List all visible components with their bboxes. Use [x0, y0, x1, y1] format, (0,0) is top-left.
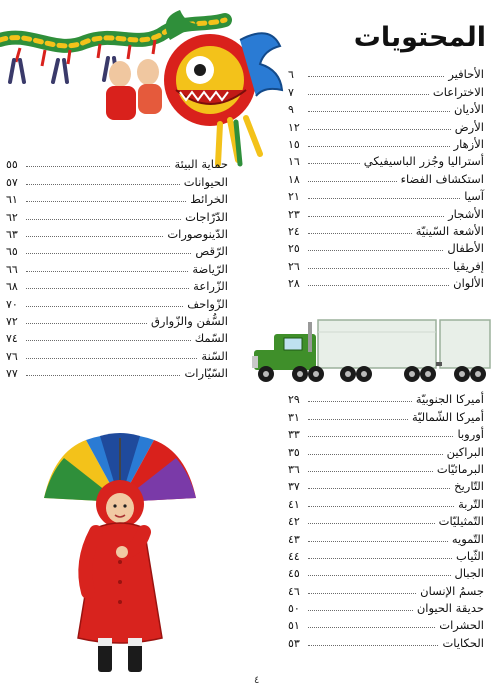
toc-item[interactable] — [6, 189, 228, 206]
toc-item-label: الحكايات — [442, 635, 484, 650]
toc-item-label: البرمائيّات — [436, 461, 484, 476]
dot-leader — [26, 306, 183, 307]
toc-item-page: ٥٥ — [6, 158, 18, 172]
dot-leader — [308, 94, 429, 95]
dot-leader — [308, 645, 438, 646]
toc-item-page: ٢٩ — [288, 393, 300, 407]
toc-item[interactable] — [288, 459, 484, 476]
toc-item[interactable] — [288, 441, 484, 458]
dot-leader — [26, 166, 170, 167]
toc-item[interactable] — [288, 598, 484, 615]
toc-item-label: التّربة — [458, 496, 484, 511]
toc-item[interactable] — [288, 615, 484, 632]
dot-leader — [308, 401, 412, 402]
dot-leader — [26, 271, 188, 272]
toc-item[interactable] — [288, 255, 484, 272]
toc-right-top-list — [288, 64, 484, 290]
toc-item-page: ٥٧ — [6, 175, 18, 189]
dot-leader — [308, 111, 450, 112]
toc-item-label: الدّينوصورات — [167, 226, 228, 241]
toc-item-label: الاختراعات — [432, 84, 484, 99]
toc-item-page: ٣٥ — [288, 445, 300, 459]
toc-item-page: ٧٤ — [6, 332, 18, 346]
toc-item-page: ٧٧ — [6, 367, 18, 381]
toc-item-label: أوروبا — [457, 427, 484, 442]
toc-item[interactable] — [288, 580, 484, 597]
toc-item-page: ٣٦ — [288, 462, 300, 476]
toc-item-label: أستراليا وجُزر الباسيفيكي — [363, 154, 484, 169]
toc-item-page: ٣٣ — [288, 428, 300, 442]
toc-item-page: ٦٨ — [6, 280, 18, 294]
toc-left-list — [6, 154, 228, 380]
toc-item-label: حماية البيئة — [174, 157, 228, 172]
dot-leader — [308, 233, 412, 234]
toc-item-page: ٧٢ — [6, 314, 18, 328]
toc-item[interactable] — [6, 171, 228, 188]
toc-item-label: الأرض — [454, 119, 484, 134]
toc-item-page: ٥٠ — [288, 602, 300, 616]
toc-right-bottom-list — [288, 389, 484, 650]
toc-item-page: ٢١ — [288, 190, 300, 204]
dot-leader — [308, 575, 451, 576]
toc-item-label: السُّفن والزّوارق — [150, 313, 228, 328]
dot-leader — [308, 436, 453, 437]
toc-item-label: حديقة الحيوان — [416, 601, 484, 616]
toc-item-label: أميركا الجنوبيّة — [415, 392, 484, 407]
toc-item-page: ٤٤ — [288, 549, 300, 563]
toc-item-label: الأحافير — [448, 67, 484, 82]
toc-item-page: ١٦ — [288, 155, 300, 169]
toc-item-page: ٥١ — [288, 619, 300, 633]
toc-item[interactable] — [288, 221, 484, 238]
toc-item[interactable] — [288, 116, 484, 133]
truck-image — [250, 312, 492, 388]
toc-item-page: ٤٣ — [288, 532, 300, 546]
toc-item[interactable] — [6, 154, 228, 171]
toc-item-page: ٤٦ — [288, 584, 300, 598]
toc-item-page: ٧٦ — [6, 349, 18, 363]
toc-item-label: الأشعة السّينيّة — [415, 223, 484, 238]
toc-item-page: ٦٦ — [6, 262, 18, 276]
toc-item-page: ٣١ — [288, 410, 300, 424]
dot-leader — [308, 627, 435, 628]
toc-item-label: أميركا الشّماليّة — [411, 409, 484, 424]
dot-leader — [308, 146, 450, 147]
dot-leader — [26, 375, 180, 376]
dot-leader — [26, 236, 163, 237]
toc-item-page: ٧٠ — [6, 297, 18, 311]
toc-item[interactable] — [288, 203, 484, 220]
toc-item-label: الرّقص — [195, 244, 228, 259]
toc-item-page: ٢٥ — [288, 242, 300, 256]
dot-leader — [308, 250, 443, 251]
toc-item-label: الأديان — [453, 102, 484, 117]
dot-leader — [26, 184, 180, 185]
toc-item[interactable] — [288, 238, 484, 255]
toc-item-label: الدّرّاجات — [185, 209, 228, 224]
toc-item-page: ٤٢ — [288, 515, 300, 529]
girl-umbrella-image — [40, 432, 200, 682]
toc-item[interactable] — [288, 546, 484, 563]
toc-item[interactable] — [288, 134, 484, 151]
toc-item-page: ٢٤ — [288, 224, 300, 238]
toc-item[interactable] — [6, 311, 228, 328]
toc-item[interactable] — [6, 258, 228, 275]
toc-item-label: التّمثيليّات — [438, 514, 484, 529]
dot-leader — [308, 541, 448, 542]
toc-item-label: التّاريخ — [454, 479, 484, 494]
toc-item-label: الزّراعة — [193, 279, 228, 294]
toc-item-page: ٤١ — [288, 497, 300, 511]
dot-leader — [308, 488, 450, 489]
toc-item[interactable] — [6, 224, 228, 241]
toc-item-label: الأشجار — [448, 206, 484, 221]
dot-leader — [308, 198, 460, 199]
toc-item[interactable] — [6, 276, 228, 293]
toc-item[interactable] — [288, 493, 484, 510]
toc-item-page: ٧ — [288, 85, 294, 99]
dot-leader — [26, 358, 197, 359]
toc-item[interactable] — [6, 241, 228, 258]
toc-item[interactable] — [288, 511, 484, 528]
toc-item-page: ٣٧ — [288, 480, 300, 494]
toc-item[interactable] — [6, 345, 228, 362]
toc-item-label: استكشاف الفضاء — [400, 171, 484, 186]
dot-leader — [308, 558, 452, 559]
toc-item-label: الجبال — [454, 566, 484, 581]
toc-item-page: ٦٢ — [6, 210, 18, 224]
toc-item-page: ٦٥ — [6, 245, 18, 259]
toc-item[interactable] — [288, 632, 484, 649]
dot-leader — [26, 253, 191, 254]
toc-item[interactable] — [288, 528, 484, 545]
dot-leader — [26, 219, 181, 220]
toc-item-page: ٢٨ — [288, 277, 300, 291]
toc-item-page: ٦ — [288, 68, 294, 82]
toc-item[interactable] — [288, 424, 484, 441]
toc-item-label: السّمك — [194, 331, 228, 346]
toc-item[interactable] — [6, 328, 228, 345]
toc-item[interactable] — [288, 151, 484, 168]
toc-item[interactable] — [288, 99, 484, 116]
toc-item-label: الرّياضة — [192, 261, 228, 276]
dot-leader — [26, 323, 147, 324]
toc-item-page: ٦١ — [6, 193, 18, 207]
toc-item[interactable] — [288, 81, 484, 98]
dot-leader — [308, 285, 449, 286]
toc-item-page: ٩ — [288, 103, 294, 117]
dot-leader — [308, 216, 444, 217]
toc-item-label: الأزهار — [453, 136, 484, 151]
toc-item[interactable] — [288, 168, 484, 185]
toc-item[interactable] — [288, 273, 484, 290]
toc-item-label: الحشرات — [439, 618, 484, 633]
toc-item-label: السّنة — [201, 348, 228, 363]
toc-item-label: التّمويه — [451, 531, 484, 546]
toc-item-page: ٥٣ — [288, 636, 300, 650]
toc-item[interactable] — [6, 293, 228, 310]
dragon-dance-image — [0, 0, 290, 170]
dot-leader — [26, 288, 189, 289]
toc-item-label: إفريقيا — [452, 258, 484, 273]
dot-leader — [308, 268, 449, 269]
toc-item[interactable] — [6, 363, 228, 380]
toc-item-label: الثّياب — [456, 548, 484, 563]
toc-item-page: ١٢ — [288, 120, 300, 134]
toc-item[interactable] — [288, 406, 484, 423]
dot-leader — [308, 129, 451, 130]
dot-leader — [308, 163, 360, 164]
toc-item-page: ٢٣ — [288, 207, 300, 221]
toc-item-page: ١٨ — [288, 172, 300, 186]
toc-item-page: ٢٦ — [288, 259, 300, 273]
dot-leader — [26, 201, 186, 202]
toc-item-label: الحيوانات — [183, 174, 228, 189]
toc-item-page: ٤٥ — [288, 567, 300, 581]
toc-item-label: السّيّارات — [184, 366, 228, 381]
dot-leader — [26, 340, 191, 341]
dot-leader — [308, 506, 454, 507]
toc-item-label: الألوان — [453, 276, 484, 291]
toc-item[interactable] — [6, 206, 228, 223]
toc-item-label: الزّواحف — [187, 296, 228, 311]
toc-item-label: جسمُ الإنسان — [420, 583, 484, 598]
dot-leader — [308, 593, 416, 594]
dot-leader — [308, 454, 443, 455]
toc-item-label: الأطفال — [447, 241, 484, 256]
toc-item-label: البراكين — [446, 444, 484, 459]
toc-item[interactable] — [288, 563, 484, 580]
page-title: المحتويات — [353, 22, 486, 53]
toc-item[interactable] — [288, 389, 484, 406]
dot-leader — [308, 76, 444, 77]
dot-leader — [308, 523, 435, 524]
toc-item[interactable] — [288, 64, 484, 81]
dot-leader — [308, 181, 397, 182]
dot-leader — [308, 471, 433, 472]
toc-item[interactable] — [288, 476, 484, 493]
toc-item-label: الخرائط — [190, 192, 228, 207]
toc-item-page: ١٥ — [288, 137, 300, 151]
dot-leader — [308, 610, 413, 611]
dot-leader — [308, 419, 408, 420]
toc-item[interactable] — [288, 186, 484, 203]
toc-item-label: آسيا — [464, 189, 484, 204]
page-footer-mark: ٤ — [254, 675, 260, 686]
toc-item-page: ٦٣ — [6, 227, 18, 241]
